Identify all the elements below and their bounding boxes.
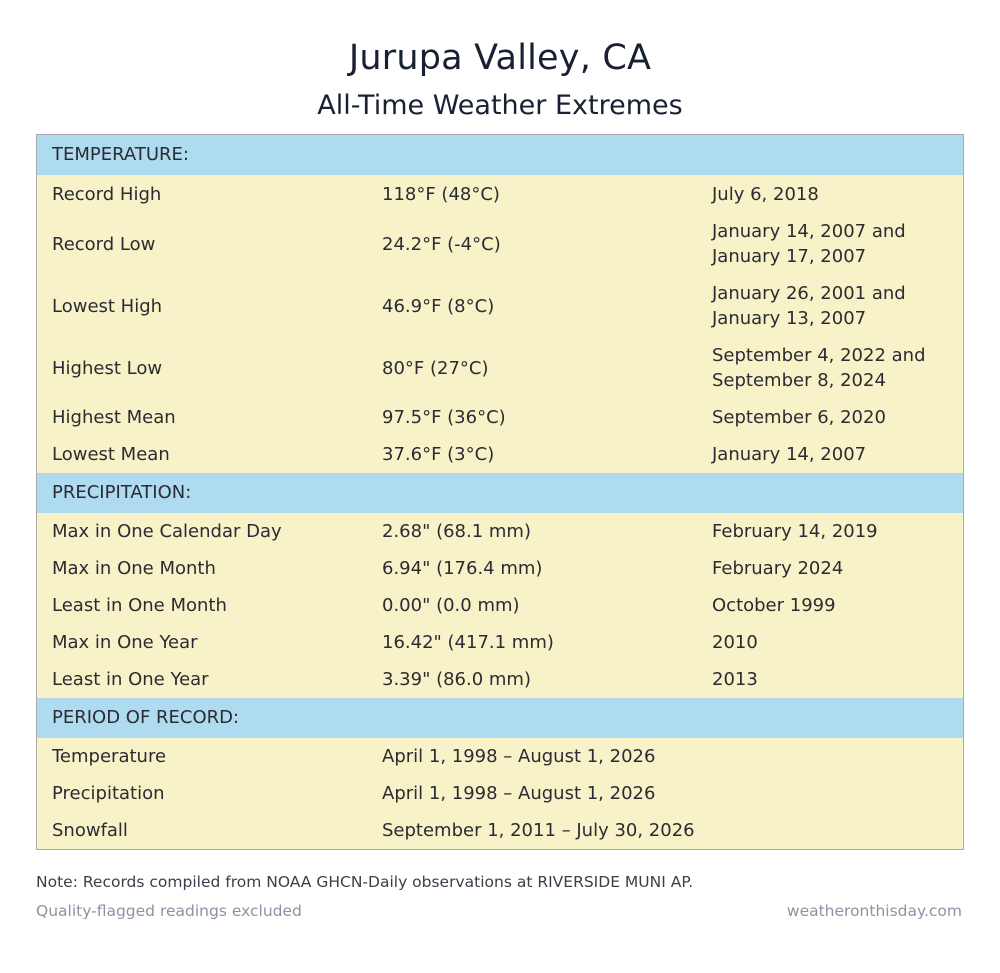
page-title: Jurupa Valley, CA: [348, 38, 652, 78]
row-value: 118°F (48°C): [382, 183, 500, 205]
row-value: 24.2°F (-4°C): [382, 233, 501, 255]
row-value: 3.39" (86.0 mm): [382, 669, 531, 690]
row-date: January 14, 2007: [712, 444, 867, 465]
table-row: [37, 587, 963, 624]
row-value: April 1, 1998 – August 1, 2026: [382, 746, 656, 767]
page-subtitle: All-Time Weather Extremes: [317, 90, 683, 121]
row-date: 2010: [712, 632, 758, 653]
row-value: 46.9°F (8°C): [382, 295, 495, 317]
table-row: [37, 513, 963, 550]
row-value: 80°F (27°C): [382, 357, 489, 379]
row-label: Temperature: [52, 746, 167, 767]
row-label: Record High: [52, 183, 162, 205]
table-row: [37, 399, 963, 436]
row-value: 2.68" (68.1 mm): [382, 521, 531, 542]
row-value: 37.6°F (3°C): [382, 444, 495, 465]
row-label: Highest Mean: [52, 407, 176, 428]
extremes-table: [36, 134, 964, 850]
row-label: Lowest Mean: [52, 444, 170, 465]
row-value: 0.00" (0.0 mm): [382, 595, 520, 616]
row-date: February 2024: [712, 558, 844, 579]
row-label: Snowfall: [52, 820, 128, 841]
source-site: weatheronthisday.com: [786, 902, 962, 920]
row-date: September 4, 2022 and September 8, 2024: [712, 345, 926, 391]
row-date: October 1999: [712, 595, 836, 616]
table-row: [37, 738, 963, 775]
table-row: [37, 337, 963, 399]
table-row: [37, 550, 963, 587]
table-row: [37, 661, 963, 698]
section-header-temperature: TEMPERATURE:: [37, 135, 963, 175]
row-label: Precipitation: [52, 783, 165, 804]
source-note: Note: Records compiled from NOAA GHCN-Daily observations at RIVERSIDE MUNI AP.: [36, 873, 694, 891]
table-row: [37, 775, 963, 812]
row-label: Least in One Year: [52, 669, 209, 690]
row-label: Lowest High: [52, 295, 163, 317]
row-value: April 1, 1998 – August 1, 2026: [382, 783, 656, 804]
table-row: [37, 812, 963, 849]
row-value: 97.5°F (36°C): [382, 407, 506, 428]
row-date: September 6, 2020: [712, 407, 886, 428]
table-row: [37, 624, 963, 661]
row-label: Highest Low: [52, 357, 163, 379]
row-date: 2013: [712, 669, 758, 690]
row-label: Record Low: [52, 233, 156, 255]
row-label: Max in One Year: [52, 632, 198, 653]
table-row: [37, 213, 963, 275]
row-value: 16.42" (417.1 mm): [382, 632, 554, 653]
row-date: January 26, 2001 and January 13, 2007: [712, 283, 906, 329]
row-value: 6.94" (176.4 mm): [382, 558, 543, 579]
section-header-precipitation: PRECIPITATION:: [37, 473, 963, 513]
row-date: February 14, 2019: [712, 521, 878, 542]
table-row: [37, 275, 963, 337]
row-value: September 1, 2011 – July 30, 2026: [382, 820, 695, 841]
row-date: January 14, 2007 and January 17, 2007: [712, 221, 906, 267]
section-header-period-of-record: PERIOD OF RECORD:: [37, 698, 963, 738]
row-label: Max in One Calendar Day: [52, 521, 282, 542]
row-label: Least in One Month: [52, 595, 227, 616]
table-row: [37, 436, 963, 473]
table-row: [37, 175, 963, 213]
quality-note: Quality-flagged readings excluded: [36, 902, 302, 920]
row-date: July 6, 2018: [712, 183, 819, 205]
row-label: Max in One Month: [52, 558, 216, 579]
